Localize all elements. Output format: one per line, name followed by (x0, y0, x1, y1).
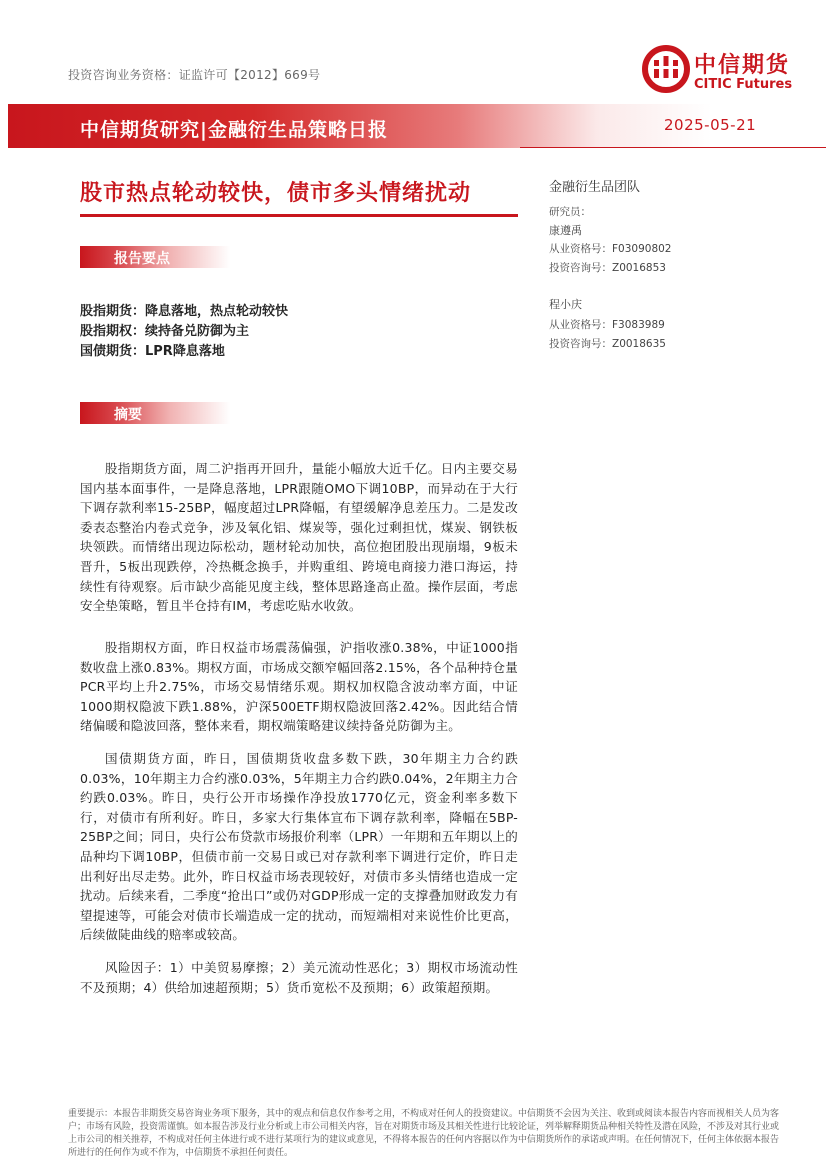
citic-futures-logo-icon (640, 44, 692, 94)
researcher-label: 研究员： (549, 206, 591, 218)
summary-header-bar (80, 402, 230, 424)
banner-divider (520, 147, 826, 148)
analyst-name: 程小庆 (549, 298, 582, 311)
paragraph-risk-factors: 风险因子：1）中美贸易摩擦；2）美元流动性恶化；3）期权市场流动性不及预期；4）供给加速超预期；5）货币宽松不及预期；6）政策超预期。 (80, 960, 518, 995)
report-headline: 股市热点轮动较快，债市多头情绪扰动 (80, 181, 472, 206)
paragraph-treasury-futures: 国债期货方面，昨日，国债期货收盘多数下跌，30年期主力合约跌0.03%，10年期主力合约涨0.03%，5年期主力合约跌0.04%，2年期主力合约跌0.03%。昨日，央行公开市场操作净投放1770亿元，资金利率多数下行，对债市有所利好。昨日，多家大行集体宣布下调存款利率，降幅在5BP-25BP之间；同日，央行公布贷款市场报价利率（LPR）一年期和五年期以上的品种均下调10BP，但债市前一交易日或已对存款利率下调进行定价，昨日走出利好出尽走势。此外，昨日权益市场表现较好，对债市多头情绪也造成一定扰动。后续来看，二季度“抢出口”或仍对GDP形成一定的支撑叠加财政发力有望提速等，可能会对债市长端造成一定的扰动，而短端相对来说性价比更高，后续做陡曲线的赔率或较高。 (80, 751, 518, 943)
report-date: 2025-05-21 (664, 116, 757, 134)
key-point-index-futures: 股指期货：降息落地，热点轮动较快 (80, 304, 289, 319)
headline-rule (80, 214, 518, 217)
team-name: 金融衍生品团队 (549, 180, 641, 195)
license-text: 投资咨询业务资格：证监许可【2012】669号 (68, 68, 321, 82)
analyst-name: 康遵禹 (549, 224, 582, 237)
paragraph-index-options: 股指期权方面，昨日权益市场震荡偏强，沪指收涨0.38%，中证1000指数收盘上涨0.83%。期权方面，市场成交额窄幅回落2.15%，各个品种持仓量PCR平均上升2.75%，市场交易情绪乐观。期权加权隐含波动率方面，中证1000期权隐波下跌1.88%，沪深500ETF期权隐波回落2.42%。因此结合情绪偏暖和隐波回落，整体来看，期权端策略建议续持备兑防御为主。 (80, 640, 518, 734)
logo-name: 中信期货 (694, 53, 791, 78)
disclaimer-text: 重要提示：本报告非期货交易咨询业务项下服务，其中的观点和信息仅作参考之用，不构成对任何人的投资建议。中信期货不会因为关注、收到或阅读本报告内容而视相关人员为客户；市场有风险，投资需谨慎。如本报告涉及行业分析或上市公司相关内容，旨在对期货市场及其相关性进行比较论证，列举解释期货品种相关特性及潜在风险，不涉及对其行业或上市公司的相关推荐，不构成对任何主体进行或不进行某项行为的建议或意见，不得将本报告的任何内容据以作为中信期货所作的承诺或声明。在任何情况下，任何主体依据本报告所进行的任何作为或不作为，中信期货不承担任何责任。 (68, 1109, 780, 1158)
key-point-index-options: 股指期权：续持备兑防御为主 (80, 324, 250, 339)
logo-subtitle: CITIC Futures (694, 77, 793, 92)
paragraph-index-futures: 股指期货方面，周二沪指再开回升，量能小幅放大近千亿。日内主要交易国内基本面事件，一是降息落地，LPR跟随OMO下调10BP，而异动在于大行下调存款利率15-25BP，幅度超过LPR降幅，有望缓解净息差压力。二是发改委表态整治内卷式竞争，涉及氧化铝、煤炭等，强化过剩担忧，煤炭、钢铁板块领跌。而情绪出现边际松动，题材轮动加快，高位抱团股出现崩塌，9板未晋升，5板出现跌停，冷热概念换手，并购重组、跨境电商接力港口海运，持续性有待观察。后市缺少高能见度主线，整体思路逢高止盈。操作层面，考虑安全垫策略，暂且半仓持有IM，考虑吃贴水收敛。 (80, 461, 518, 614)
analyst-qualification-number: 从业资格号：F3083989 (549, 319, 665, 331)
summary-heading: 摘要 (114, 407, 142, 423)
key-point-treasury-futures: 国债期货：LPR降息落地 (80, 344, 225, 359)
analyst-consulting-number: 投资咨询号：Z0016853 (549, 262, 666, 274)
key-points-heading: 报告要点 (114, 251, 170, 267)
report-series-title: 中信期货研究|金融衍生品策略日报 (80, 119, 388, 141)
analyst-consulting-number: 投资咨询号：Z0018635 (549, 338, 666, 350)
analyst-qualification-number: 从业资格号：F03090802 (549, 243, 672, 255)
